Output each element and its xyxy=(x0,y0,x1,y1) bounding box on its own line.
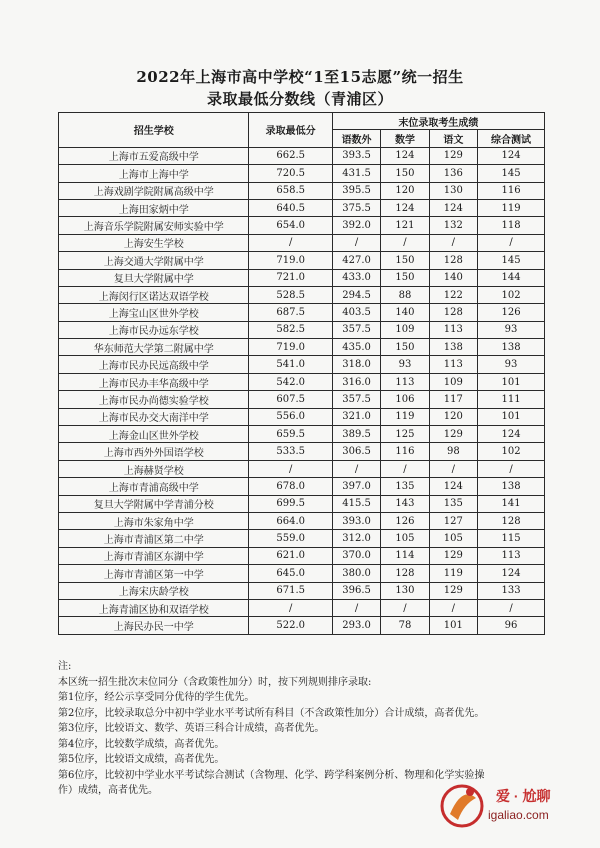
watermark-url: igaliao.com xyxy=(488,808,549,822)
chinese-math-english-cell: 431.5 xyxy=(332,165,380,182)
header-min-score: 录取最低分 xyxy=(249,113,332,148)
chinese-cell: 140 xyxy=(429,269,477,286)
min-score-cell: 533.5 xyxy=(249,443,332,460)
chinese-math-english-cell: 316.0 xyxy=(332,373,380,390)
chinese-math-english-cell: / xyxy=(332,234,380,251)
chinese-cell: 105 xyxy=(429,530,477,547)
header-chinese: 语文 xyxy=(429,130,477,147)
chinese-math-english-cell: / xyxy=(332,599,380,616)
table-row xyxy=(59,408,545,425)
chinese-cell: / xyxy=(429,234,477,251)
table-row xyxy=(59,391,545,408)
table-row xyxy=(59,530,545,547)
math-cell: 120 xyxy=(381,182,429,199)
min-score-cell: 621.0 xyxy=(249,547,332,564)
math-cell: 124 xyxy=(381,147,429,164)
min-score-cell: 678.0 xyxy=(249,478,332,495)
min-score-cell: 662.5 xyxy=(249,147,332,164)
math-cell: 116 xyxy=(381,443,429,460)
comprehensive-cell: 119 xyxy=(478,199,545,216)
comprehensive-cell: 144 xyxy=(478,269,545,286)
math-cell: 150 xyxy=(381,269,429,286)
math-cell: 150 xyxy=(381,252,429,269)
math-cell: 106 xyxy=(381,391,429,408)
comprehensive-cell: / xyxy=(478,460,545,477)
comprehensive-cell: 145 xyxy=(478,252,545,269)
school-cell: 上海市青浦区第二中学 xyxy=(59,530,249,547)
min-score-cell: 687.5 xyxy=(249,304,332,321)
math-cell: 114 xyxy=(381,547,429,564)
min-score-cell: 542.0 xyxy=(249,373,332,390)
comprehensive-cell: 113 xyxy=(478,547,545,564)
table-row xyxy=(59,217,545,234)
chinese-math-english-cell: 393.0 xyxy=(332,512,380,529)
math-cell: 93 xyxy=(381,356,429,373)
school-cell: 上海市西外外国语学校 xyxy=(59,443,249,460)
min-score-cell: / xyxy=(249,460,332,477)
table-row xyxy=(59,478,545,495)
note-line: 注: xyxy=(58,661,72,672)
chinese-math-english-cell: 427.0 xyxy=(332,252,380,269)
school-cell: 复旦大学附属中学 xyxy=(59,269,249,286)
chinese-cell: / xyxy=(429,599,477,616)
comprehensive-cell: 128 xyxy=(478,512,545,529)
school-cell: 上海市民办远东学校 xyxy=(59,321,249,338)
chinese-math-english-cell: 370.0 xyxy=(332,547,380,564)
header-last-admitted: 末位录取考生成绩 xyxy=(332,113,544,130)
chinese-math-english-cell: 403.5 xyxy=(332,304,380,321)
chinese-math-english-cell: 321.0 xyxy=(332,408,380,425)
school-cell: 上海市上海中学 xyxy=(59,165,249,182)
chinese-cell: 117 xyxy=(429,391,477,408)
math-cell: 126 xyxy=(381,512,429,529)
table-row xyxy=(59,443,545,460)
school-cell: 上海戏剧学院附属高级中学 xyxy=(59,182,249,199)
header-chinese-math-english: 语数外 xyxy=(332,130,380,147)
school-cell: 上海赫贤学校 xyxy=(59,460,249,477)
school-cell: 上海市五爱高级中学 xyxy=(59,147,249,164)
school-cell: 上海交通大学附属中学 xyxy=(59,252,249,269)
chinese-cell: 136 xyxy=(429,165,477,182)
school-cell: 上海市民办民远高级中学 xyxy=(59,356,249,373)
math-cell: 150 xyxy=(381,165,429,182)
min-score-cell: 556.0 xyxy=(249,408,332,425)
math-cell: / xyxy=(381,234,429,251)
comprehensive-cell: 141 xyxy=(478,495,545,512)
min-score-cell: 719.0 xyxy=(249,339,332,356)
chinese-math-english-cell: 395.5 xyxy=(332,182,380,199)
chinese-math-english-cell: 312.0 xyxy=(332,530,380,547)
chinese-cell: 113 xyxy=(429,321,477,338)
chinese-math-english-cell: 415.5 xyxy=(332,495,380,512)
chinese-cell: 124 xyxy=(429,478,477,495)
chinese-math-english-cell: 397.0 xyxy=(332,478,380,495)
chinese-math-english-cell: 396.5 xyxy=(332,582,380,599)
table-row xyxy=(59,512,545,529)
chinese-math-english-cell: 389.5 xyxy=(332,426,380,443)
chinese-math-english-cell: 293.0 xyxy=(332,617,380,634)
table-row xyxy=(59,269,545,286)
table-row xyxy=(59,321,545,338)
min-score-cell: 522.0 xyxy=(249,617,332,634)
school-cell: 华东师范大学第二附属中学 xyxy=(59,339,249,356)
school-cell: 上海市民办交大南洋中学 xyxy=(59,408,249,425)
min-score-cell: 528.5 xyxy=(249,286,332,303)
chinese-cell: 128 xyxy=(429,252,477,269)
school-cell: 上海宋庆龄学校 xyxy=(59,582,249,599)
math-cell: / xyxy=(381,460,429,477)
table-row xyxy=(59,460,545,477)
school-cell: 上海青浦区协和双语学校 xyxy=(59,599,249,616)
chinese-math-english-cell: 357.5 xyxy=(332,321,380,338)
table-row xyxy=(59,234,545,251)
comprehensive-cell: 124 xyxy=(478,147,545,164)
document-subtitle: 录取最低分数线（青浦区） xyxy=(206,90,393,108)
math-cell: 140 xyxy=(381,304,429,321)
school-cell: 复旦大学附属中学青浦分校 xyxy=(59,495,249,512)
note-line: 第3位序，比较语文、数学、英语三科合计成绩，高者优先。 xyxy=(58,723,325,734)
chinese-cell: 129 xyxy=(429,547,477,564)
school-cell: 上海市民办丰华高级中学 xyxy=(59,373,249,390)
min-score-cell: / xyxy=(249,599,332,616)
math-cell: 124 xyxy=(381,199,429,216)
table-row xyxy=(59,565,545,582)
table-row xyxy=(59,286,545,303)
school-cell: 上海民办民一中学 xyxy=(59,617,249,634)
min-score-cell: 607.5 xyxy=(249,391,332,408)
note-line: 第1位序，经公示享受同分优待的学生优先。 xyxy=(58,692,255,703)
note-line: 第5位序，比较语文成绩，高者优先。 xyxy=(58,754,225,765)
table-row xyxy=(59,373,545,390)
comprehensive-cell: 93 xyxy=(478,356,545,373)
min-score-cell: 659.5 xyxy=(249,426,332,443)
table-row xyxy=(59,582,545,599)
school-cell: 上海市青浦高级中学 xyxy=(59,478,249,495)
math-cell: 121 xyxy=(381,217,429,234)
chinese-cell: 101 xyxy=(429,617,477,634)
comprehensive-cell: 111 xyxy=(478,391,545,408)
note-line: 第6位序，比较初中学业水平考试综合测试（含物理、化学、跨学科案例分析、物理和化学实验操 xyxy=(58,769,485,781)
note-line: 作）成绩，高者优先。 xyxy=(58,785,158,796)
min-score-cell: 721.0 xyxy=(249,269,332,286)
comprehensive-cell: 126 xyxy=(478,304,545,321)
comprehensive-cell: 102 xyxy=(478,443,545,460)
chinese-cell: 138 xyxy=(429,339,477,356)
watermark-text: 爱 · 尬聊 xyxy=(496,788,551,804)
comprehensive-cell: 145 xyxy=(478,165,545,182)
chinese-cell: 128 xyxy=(429,304,477,321)
school-cell: 上海市青浦区第一中学 xyxy=(59,565,249,582)
min-score-cell: 719.0 xyxy=(249,252,332,269)
min-score-cell: 671.5 xyxy=(249,582,332,599)
min-score-cell: 699.5 xyxy=(249,495,332,512)
table-row xyxy=(59,199,545,216)
min-score-cell: 541.0 xyxy=(249,356,332,373)
chinese-cell: 129 xyxy=(429,582,477,599)
chinese-cell: 119 xyxy=(429,565,477,582)
table-row xyxy=(59,617,545,634)
math-cell: 143 xyxy=(381,495,429,512)
min-score-cell: 654.0 xyxy=(249,217,332,234)
table-row xyxy=(59,356,545,373)
school-cell: 上海田家炳中学 xyxy=(59,199,249,216)
min-score-cell: 559.0 xyxy=(249,530,332,547)
note-line: 第2位序，比较录取总分中初中学业水平考试所有科目（不含政策性加分）合计成绩，高者优先。 xyxy=(58,707,485,719)
chinese-cell: 120 xyxy=(429,408,477,425)
chinese-cell: 129 xyxy=(429,426,477,443)
min-score-cell: / xyxy=(249,234,332,251)
table-row xyxy=(59,426,545,443)
school-cell: 上海安生学校 xyxy=(59,234,249,251)
comprehensive-cell: 133 xyxy=(478,582,545,599)
comprehensive-cell: 138 xyxy=(478,478,545,495)
chinese-cell: / xyxy=(429,460,477,477)
chinese-math-english-cell: 375.5 xyxy=(332,199,380,216)
min-score-cell: 658.5 xyxy=(249,182,332,199)
school-cell: 上海市民办尚德实验学校 xyxy=(59,391,249,408)
table-row xyxy=(59,599,545,616)
math-cell: 150 xyxy=(381,339,429,356)
comprehensive-cell: / xyxy=(478,234,545,251)
chinese-math-english-cell: 294.5 xyxy=(332,286,380,303)
comprehensive-cell: 115 xyxy=(478,530,545,547)
school-cell: 上海市青浦区东湖中学 xyxy=(59,547,249,564)
math-cell: / xyxy=(381,599,429,616)
note-line: 第4位序，比较数学成绩，高者优先。 xyxy=(58,738,225,750)
comprehensive-cell: 138 xyxy=(478,339,545,356)
min-score-cell: 582.5 xyxy=(249,321,332,338)
chinese-math-english-cell: 392.0 xyxy=(332,217,380,234)
comprehensive-cell: / xyxy=(478,599,545,616)
math-cell: 119 xyxy=(381,408,429,425)
chinese-cell: 130 xyxy=(429,182,477,199)
chinese-cell: 135 xyxy=(429,495,477,512)
score-table xyxy=(58,112,545,635)
school-cell: 上海金山区世外学校 xyxy=(59,426,249,443)
comprehensive-cell: 102 xyxy=(478,286,545,303)
chinese-math-english-cell: 433.0 xyxy=(332,269,380,286)
chinese-cell: 132 xyxy=(429,217,477,234)
table-row xyxy=(59,147,545,164)
table-row xyxy=(59,165,545,182)
chinese-cell: 109 xyxy=(429,373,477,390)
header-school: 招生学校 xyxy=(59,113,249,148)
table-row xyxy=(59,182,545,199)
table-row xyxy=(59,304,545,321)
min-score-cell: 720.5 xyxy=(249,165,332,182)
school-cell: 上海宝山区世外学校 xyxy=(59,304,249,321)
math-cell: 78 xyxy=(381,617,429,634)
math-cell: 125 xyxy=(381,426,429,443)
math-cell: 130 xyxy=(381,582,429,599)
comprehensive-cell: 124 xyxy=(478,426,545,443)
table-row xyxy=(59,339,545,356)
school-cell: 上海市朱家角中学 xyxy=(59,512,249,529)
chinese-cell: 124 xyxy=(429,199,477,216)
header-comprehensive: 综合测试 xyxy=(478,130,545,147)
chinese-cell: 127 xyxy=(429,512,477,529)
math-cell: 105 xyxy=(381,530,429,547)
math-cell: 128 xyxy=(381,565,429,582)
chinese-math-english-cell: 435.0 xyxy=(332,339,380,356)
chinese-math-english-cell: 393.5 xyxy=(332,147,380,164)
chinese-cell: 113 xyxy=(429,356,477,373)
comprehensive-cell: 101 xyxy=(478,408,545,425)
chinese-math-english-cell: 318.0 xyxy=(332,356,380,373)
comprehensive-cell: 93 xyxy=(478,321,545,338)
chinese-math-english-cell: / xyxy=(332,460,380,477)
comprehensive-cell: 96 xyxy=(478,617,545,634)
comprehensive-cell: 118 xyxy=(478,217,545,234)
chinese-cell: 129 xyxy=(429,147,477,164)
math-cell: 113 xyxy=(381,373,429,390)
chinese-math-english-cell: 357.5 xyxy=(332,391,380,408)
min-score-cell: 640.5 xyxy=(249,199,332,216)
school-cell: 上海闵行区诺达双语学校 xyxy=(59,286,249,303)
note-line: 本区统一招生批次末位同分（含政策性加分）时，按下列规则排序录取: xyxy=(58,676,372,688)
min-score-cell: 645.0 xyxy=(249,565,332,582)
document-title: 2022年上海市高中学校“1至15志愿”统一招生 xyxy=(136,68,464,86)
comprehensive-cell: 101 xyxy=(478,373,545,390)
math-cell: 135 xyxy=(381,478,429,495)
table-row xyxy=(59,547,545,564)
table-row xyxy=(59,495,545,512)
comprehensive-cell: 116 xyxy=(478,182,545,199)
math-cell: 109 xyxy=(381,321,429,338)
chinese-cell: 98 xyxy=(429,443,477,460)
chinese-cell: 122 xyxy=(429,286,477,303)
school-cell: 上海音乐学院附属安师实验中学 xyxy=(59,217,249,234)
table-row xyxy=(59,252,545,269)
header-math: 数学 xyxy=(381,130,429,147)
comprehensive-cell: 124 xyxy=(478,565,545,582)
min-score-cell: 664.0 xyxy=(249,512,332,529)
chinese-math-english-cell: 380.0 xyxy=(332,565,380,582)
math-cell: 88 xyxy=(381,286,429,303)
chinese-math-english-cell: 306.5 xyxy=(332,443,380,460)
